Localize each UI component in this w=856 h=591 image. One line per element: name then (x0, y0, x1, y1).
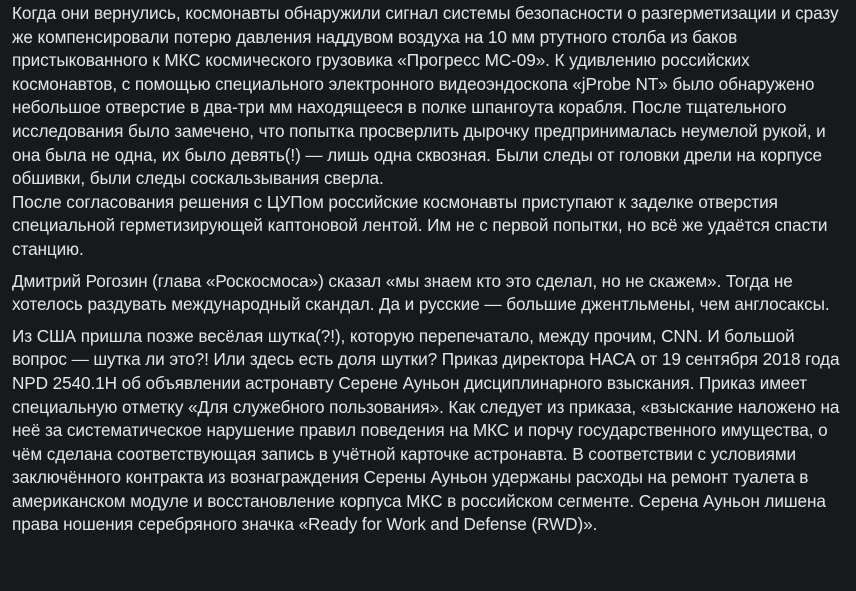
paragraph-1 (12, 2, 844, 262)
paragraph-1-continuation: После согласования решения с ЦУПом российские космонавты приступают к заделке отверстия специальной герметизирующей каптоновой лентой. Им не с первой попытки, но всё же удаётся спасти станцию. (12, 191, 828, 259)
paragraph-3 (12, 325, 844, 537)
paragraph-2 (12, 270, 844, 317)
paragraph-2-text: Дмитрий Рогозин (глава «Роскосмоса») сказал «мы знаем кто это сделал, но не скажем». Тогда не хотелось раздувать международный скандал. Да и русские — большие джентльмены, чем англосаксы. (12, 270, 830, 315)
paragraph-1-text: Когда они вернулись, космонавты обнаружили сигнал системы безопасности о разгерметизации и сразу же компенсировали потерю давления наддувом воздуха на 10 мм ртутного столба из баков пристыкованного к МКС космического грузовика «Прогресс МС-09». К удивлению российских космонавтов, с помощью специального электронного видеоэндоскопа «jProbe NT» было обнаружено небольшое отверстие в два-три мм находящееся в полке шпангоута корабля. После тщательного исследования было замечено, что попытка просверлить дырочку предпринималась неумелой рукой, и она была не одна, их было девять(!) — лишь одна сквозная. Были следы от головки дрели на корпусе обшивки, были следы соскальзывания сверла. (12, 3, 839, 189)
paragraph-3-text: Из США пришла позже весёлая шутка(?!), которую перепечатало, между прочим, CNN. И большой вопрос — шутка ли это?! Или здесь есть доля шутки? Приказ директора НАСА от 19 сентября 2018 года NPD 2540.1H об объявлении астронавту Серене Ауньон дисциплинарного взыскания. Приказ имеет специальную отметку «Для служебного пользования». Как следует из приказа, «взыскание наложено на неё за систематическое нарушение правил поведения на МКС и порчу государственного имущества, о чём сделана соответствующая запись в учётной карточке астронавта. В соответствии с условиями заключённого контракта из вознаграждения Серены Ауньон удержаны расходы на ремонт туалета в американском модуле и восстановление корпуса МКС в российском сегменте. Серена Ауньон лишена права ношения серебряного значка «Ready for Work and Defense (RWD)». (12, 325, 840, 535)
